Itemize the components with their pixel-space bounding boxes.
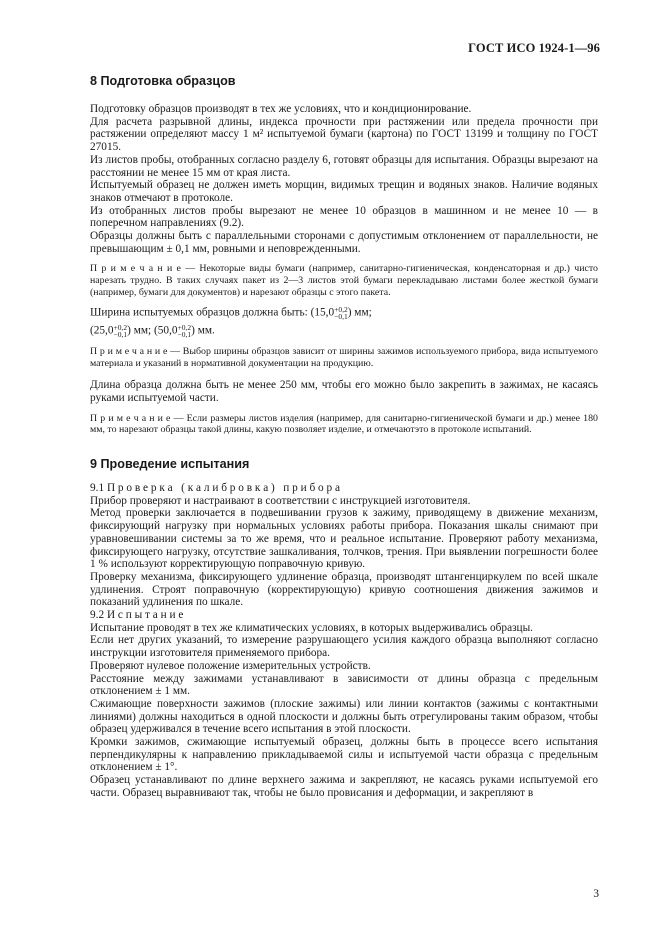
note: П р и м е ч а н и е — Выбор ширины образцов зависит от ширины зажимов используемого прибора, вида испытуемого материала и указаний в нормативной документации на продукцию. <box>90 346 598 369</box>
paragraph: Проверяют нулевое положение измерительных устройств. <box>90 659 371 672</box>
section-9-title: 9 Проведение испытания <box>90 457 250 471</box>
paragraph: Прибор проверяют и настраивают в соответствии с инструкцией изготовителя. <box>90 494 471 507</box>
paragraph: Испытуемый образец не должен иметь морщин, видимых трещин и водяных знаков. Наличие водяных знаков отмечают в протоколе. <box>90 179 598 204</box>
page-number: 3 <box>593 888 599 900</box>
paragraph: Кромки зажимов, сжимающие испытуемый образец, должны быть в процессе всего испытания перпендикулярны к направлению прикладываемой силы и испытуемой части образца с предельным отклонением ± 1°. <box>90 736 598 774</box>
paragraph: Расстояние между зажимами устанавливают в зависимости от длины образца с предельным отклонением ± 1 мм. <box>90 672 598 698</box>
paragraph: Если нет других указаний, то измерение разрушающего усилия каждого образца выполняют согласно инструкции изготовителя применяемого прибора. <box>90 634 598 660</box>
paragraph: Из отобранных листов пробы вырезают не менее 10 образцов в машинном и не менее 10 — в поперечном направлениях (9.2). <box>90 204 598 230</box>
paragraph: Из листов пробы, отобранных согласно разделу 6, готовят образцы для испытания. Образцы вырезают на расстоянии не менее 15 мм от края листа. <box>90 153 598 179</box>
paragraph: Для расчета разрывной длины, индекса прочности при растяжении или предела прочности при растяжении определяют массу 1 м² испытуемой бумаги (картона) по ГОСТ 13199 и толщину по ГОСТ 27015. <box>90 115 598 154</box>
paragraph: Метод проверки заключается в подвешивании грузов к зажиму, приводящему в движение механизм, фиксирующий нагрузку при нормальных условиях работы прибора. Показания шкалы снимают при уравновешивании системы за то же время, что и реальное испытание. Проверяют работу механизма, фиксирующего нагрузку, отсутствие зашкаливания, толчков, трения. При выявлении погрешности более 1 % используют корректирующую поправочную кривую. <box>90 507 598 571</box>
paragraph: Проверку механизма, фиксирующего удлинение образца, производят штангенциркулем по всей шкале удлинения. Строят поправочную (корректирующую) кривую соотношения движения зажимов и показаний удлинения по шкале. <box>90 570 598 609</box>
paragraph: Подготовку образцов производят в тех же условиях, что и кондиционирование. <box>90 103 472 115</box>
subsection-9-2-title: 9.2 И с п ы т а н и е <box>90 609 184 622</box>
subsection-9-1-title: 9.1 П р о в е р к а ( к а л и б р о в к а ) п р и б о р а <box>90 482 341 494</box>
paragraph: Образец устанавливают по длине верхнего зажима и закрепляют, не касаясь руками испытуемой его части. Образец выравнивают так, чтобы не было провисания и деформации, и закрепляют в <box>90 774 598 799</box>
paragraph: Сжимающие поверхности зажимов (плоские зажимы) или линии контактов (зажимы с контактными линиями) должны находиться в одной плоскости и должны быть отрегулированы таким образом, чтобы образец удерживался в течение всего испытания в этой плоскости. <box>90 697 598 736</box>
paragraph: Образцы должны быть с параллельными сторонами с допустимым отклонением от параллельности, не превышающим ± 0,1 мм, ровными и неповрежденными. <box>90 230 598 255</box>
section-8-title: 8 Подготовка образцов <box>90 74 236 88</box>
note: П р и м е ч а н и е — Некоторые виды бумаги (например, санитарно-гигиеническая, конденсаторная и др.) чисто нарезать трудно. В таких случаях пакет из 2—3 листов этой бумаги перекладываю листами более жесткой бумаги (например, бумаги для документов) и нарезают образцы с этого пакета. <box>90 263 598 298</box>
width-line-1: Ширина испытуемых образцов должна быть: (15,0 +0,2 −0,1 ) мм; <box>90 305 372 322</box>
paragraph: Испытание проводят в тех же климатических условиях, в которых выдерживались образцы. <box>90 621 534 634</box>
paragraph: Длина образца должна быть не менее 250 мм, чтобы его можно было закрепить в зажимах, не касаясь руками испытуемой части. <box>90 379 598 405</box>
note: П р и м е ч а н и е — Если размеры листов изделия (например, для санитарно-гигиенической бумаги и др.) менее 180 мм, то нарезают образцы такой длины, какую позволяет изделие, и отмечаютэто в протоколе испытаний. <box>90 412 598 436</box>
page-content <box>90 74 598 800</box>
document-header: ГОСТ ИСО 1924-1—96 <box>468 41 600 55</box>
width-line-2: (25,0 +0,2 −0,1 ) мм; (50,0 +0,2 −0,1 ) мм. <box>90 323 215 340</box>
